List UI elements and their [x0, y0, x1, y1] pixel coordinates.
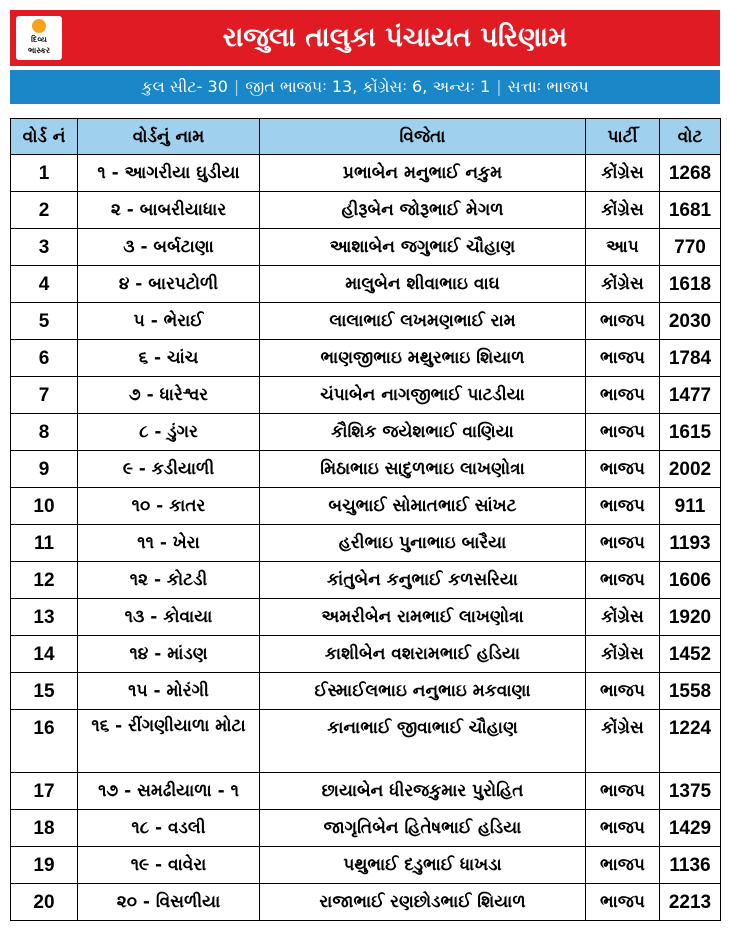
cell-winner: કૌશિક જયેશભાઈ વાણિયા [260, 414, 586, 451]
summary-power: સત્તાઃ ભાજપ [507, 77, 589, 96]
cell-ward-name: ૫ - ભેરાઈ [78, 303, 260, 340]
cell-ward-name: ૩ - બર્બટાણા [78, 229, 260, 266]
summary-divider: | [496, 77, 502, 96]
cell-ward-no: 2 [11, 192, 78, 229]
cell-party: ભાજપ [586, 377, 660, 414]
cell-ward-name: ૧૮ - વડલી [78, 810, 260, 847]
cell-party: ભાજપ [586, 451, 660, 488]
table-row [11, 266, 721, 303]
cell-winner: કાનાભાઈ જીવાભાઈ ચૌહાણ [260, 710, 586, 773]
cell-party: કોંગ્રેસ [586, 266, 660, 303]
header-winner: વિજેતા [260, 119, 586, 155]
cell-ward-name: ૨ - બાબરીયાધાર [78, 192, 260, 229]
cell-winner: ઈસ્માઈલભાઇ નનુભાઇ મકવાણા [260, 673, 586, 710]
header-party: પાર્ટી [586, 119, 660, 155]
cell-party: ભાજપ [586, 525, 660, 562]
cell-votes: 770 [660, 229, 721, 266]
table-row [11, 562, 721, 599]
table-header-row [11, 119, 721, 155]
cell-party: કોંગ્રેસ [586, 599, 660, 636]
cell-votes: 2002 [660, 451, 721, 488]
cell-party: આપ [586, 229, 660, 266]
cell-ward-name: ૧૯ - વાવેરા [78, 847, 260, 884]
summary-winners: જીત ભાજપઃ 13, કોંગ્રેસઃ 6, અન્યઃ 1 [245, 77, 491, 96]
cell-party: કોંગ્રેસ [586, 710, 660, 773]
cell-votes: 1681 [660, 192, 721, 229]
cell-ward-no: 12 [11, 562, 78, 599]
cell-ward-name: ૧૬ - રીંગણીયાળા મોટા [78, 710, 260, 773]
cell-winner: અમરીબેન રામભાઈ લાખણોત્રા [260, 599, 586, 636]
cell-ward-name: ૪ - બારપટોળી [78, 266, 260, 303]
table-row [11, 377, 721, 414]
cell-ward-no: 3 [11, 229, 78, 266]
cell-ward-name: ૨૦ - વિસળીયા [78, 884, 260, 921]
cell-party: ભાજપ [586, 884, 660, 921]
table-row [11, 340, 721, 377]
cell-votes: 1268 [660, 155, 721, 192]
cell-winner: પથુભાઈ દડુભાઈ ધાખડા [260, 847, 586, 884]
cell-party: ભાજપ [586, 773, 660, 810]
summary-divider: | [233, 77, 240, 96]
cell-ward-no: 7 [11, 377, 78, 414]
cell-ward-no: 16 [11, 710, 78, 773]
cell-winner: છાયાબેન ધીરજકુમાર પુરોહિત [260, 773, 586, 810]
cell-votes: 1224 [660, 710, 721, 773]
header-banner [10, 10, 720, 66]
cell-ward-name: ૮ - ડુંગર [78, 414, 260, 451]
cell-votes: 911 [660, 488, 721, 525]
summary-total-seats: કુલ સીટ- 30 [141, 77, 228, 96]
cell-ward-name: ૧૩ - કોવાયા [78, 599, 260, 636]
cell-votes: 1136 [660, 847, 721, 884]
cell-ward-no: 13 [11, 599, 78, 636]
cell-ward-name: ૬ - ચાંચ [78, 340, 260, 377]
table-row [11, 884, 721, 921]
cell-winner: રાજાભાઈ રણછોડભાઈ શિયાળ [260, 884, 586, 921]
cell-winner: હરીભાઇ પુનાભાઇ બારૈયા [260, 525, 586, 562]
cell-ward-name: ૧૫ - મોરંગી [78, 673, 260, 710]
cell-ward-name: ૧૦ - કાતર [78, 488, 260, 525]
cell-ward-name: ૯ - કડીયાળી [78, 451, 260, 488]
page-title: રાજુલા તાલુકા પંચાયત પરિણામ [222, 22, 568, 53]
cell-party: કોંગ્રેસ [586, 155, 660, 192]
cell-ward-no: 5 [11, 303, 78, 340]
cell-ward-no: 6 [11, 340, 78, 377]
cell-votes: 1193 [660, 525, 721, 562]
table-row [11, 636, 721, 673]
cell-ward-no: 1 [11, 155, 78, 192]
cell-ward-no: 8 [11, 414, 78, 451]
cell-ward-name: ૧ - આગરીયા ઘુડીયા [78, 155, 260, 192]
cell-winner: મિઠાભાઇ સાદુળભાઇ લાખણોત્રા [260, 451, 586, 488]
cell-votes: 2030 [660, 303, 721, 340]
cell-winner: બચુભાઈ સોમાતભાઈ સાંખટ [260, 488, 586, 525]
cell-ward-no: 9 [11, 451, 78, 488]
cell-votes: 1452 [660, 636, 721, 673]
cell-votes: 1784 [660, 340, 721, 377]
table-row [11, 229, 721, 266]
cell-votes: 1477 [660, 377, 721, 414]
cell-ward-no: 19 [11, 847, 78, 884]
cell-votes: 1558 [660, 673, 721, 710]
header-ward-name: વોર્ડનું નામ [78, 119, 260, 155]
cell-ward-name: ૧૧ - ખેરા [78, 525, 260, 562]
table-row [11, 710, 721, 773]
cell-ward-no: 11 [11, 525, 78, 562]
cell-party: ભાજપ [586, 673, 660, 710]
cell-ward-no: 15 [11, 673, 78, 710]
table-row [11, 599, 721, 636]
table-row [11, 192, 721, 229]
cell-winner: કાંતુબેન કનુભાઈ કળસરિયા [260, 562, 586, 599]
cell-votes: 2213 [660, 884, 721, 921]
divya-bhaskar-logo [16, 16, 62, 60]
cell-votes: 1375 [660, 773, 721, 810]
cell-party: ભાજપ [586, 562, 660, 599]
cell-ward-no: 14 [11, 636, 78, 673]
cell-votes: 1615 [660, 414, 721, 451]
cell-winner: હીરૂબેન જોરૂભાઈ મેગળ [260, 192, 586, 229]
cell-votes: 1606 [660, 562, 721, 599]
cell-ward-name: ૧૨ - કોટડી [78, 562, 260, 599]
cell-votes: 1920 [660, 599, 721, 636]
cell-winner: માલુબેન શીવાભાઇ વાઘ [260, 266, 586, 303]
cell-ward-no: 17 [11, 773, 78, 810]
cell-winner: પ્રભાબેન મનુભાઈ નકુમ [260, 155, 586, 192]
table-row [11, 847, 721, 884]
table-row [11, 414, 721, 451]
cell-ward-name: ૧૪ - માંડણ [78, 636, 260, 673]
cell-ward-no: 10 [11, 488, 78, 525]
cell-winner: જાગૃતિબેન હિતેષભાઈ હડિયા [260, 810, 586, 847]
cell-winner: આશાબેન જગુભાઈ ચૌહાણ [260, 229, 586, 266]
cell-winner: કાશીબેન વશરામભાઈ હડિયા [260, 636, 586, 673]
summary-bar [10, 70, 720, 104]
table-row [11, 451, 721, 488]
header-votes: વોટ [660, 119, 721, 155]
cell-ward-no: 20 [11, 884, 78, 921]
table-row [11, 303, 721, 340]
cell-votes: 1429 [660, 810, 721, 847]
cell-winner: લાલાભાઈ લખમણભાઈ રામ [260, 303, 586, 340]
cell-party: ભાજપ [586, 488, 660, 525]
table-row [11, 488, 721, 525]
logo-line-2: ભાસ્કર [27, 46, 51, 55]
cell-ward-name: ૧૭ - સમઢીયાળા - ૧ [78, 773, 260, 810]
cell-party: ભાજપ [586, 340, 660, 377]
cell-votes: 1618 [660, 266, 721, 303]
cell-party: ભાજપ [586, 414, 660, 451]
cell-winner: ચંપાબેન નાગજીભાઈ પાટડીયા [260, 377, 586, 414]
cell-party: ભાજપ [586, 303, 660, 340]
table-row [11, 673, 721, 710]
cell-ward-no: 4 [11, 266, 78, 303]
cell-party: ભાજપ [586, 810, 660, 847]
results-table [10, 118, 721, 921]
cell-ward-no: 18 [11, 810, 78, 847]
cell-ward-name: ૭ - ધારેશ્વર [78, 377, 260, 414]
sun-icon [32, 19, 46, 33]
table-row [11, 155, 721, 192]
table-row [11, 525, 721, 562]
cell-party: કોંગ્રેસ [586, 192, 660, 229]
cell-party: કોંગ્રેસ [586, 636, 660, 673]
cell-winner: ભાણજીભાઇ મથુરભાઇ શિયાળ [260, 340, 586, 377]
table-row [11, 810, 721, 847]
logo-line-1: દિવ્ય [31, 35, 47, 44]
cell-party: ભાજપ [586, 847, 660, 884]
table-row [11, 773, 721, 810]
header-ward-no: વોર્ડ નં [11, 119, 78, 155]
